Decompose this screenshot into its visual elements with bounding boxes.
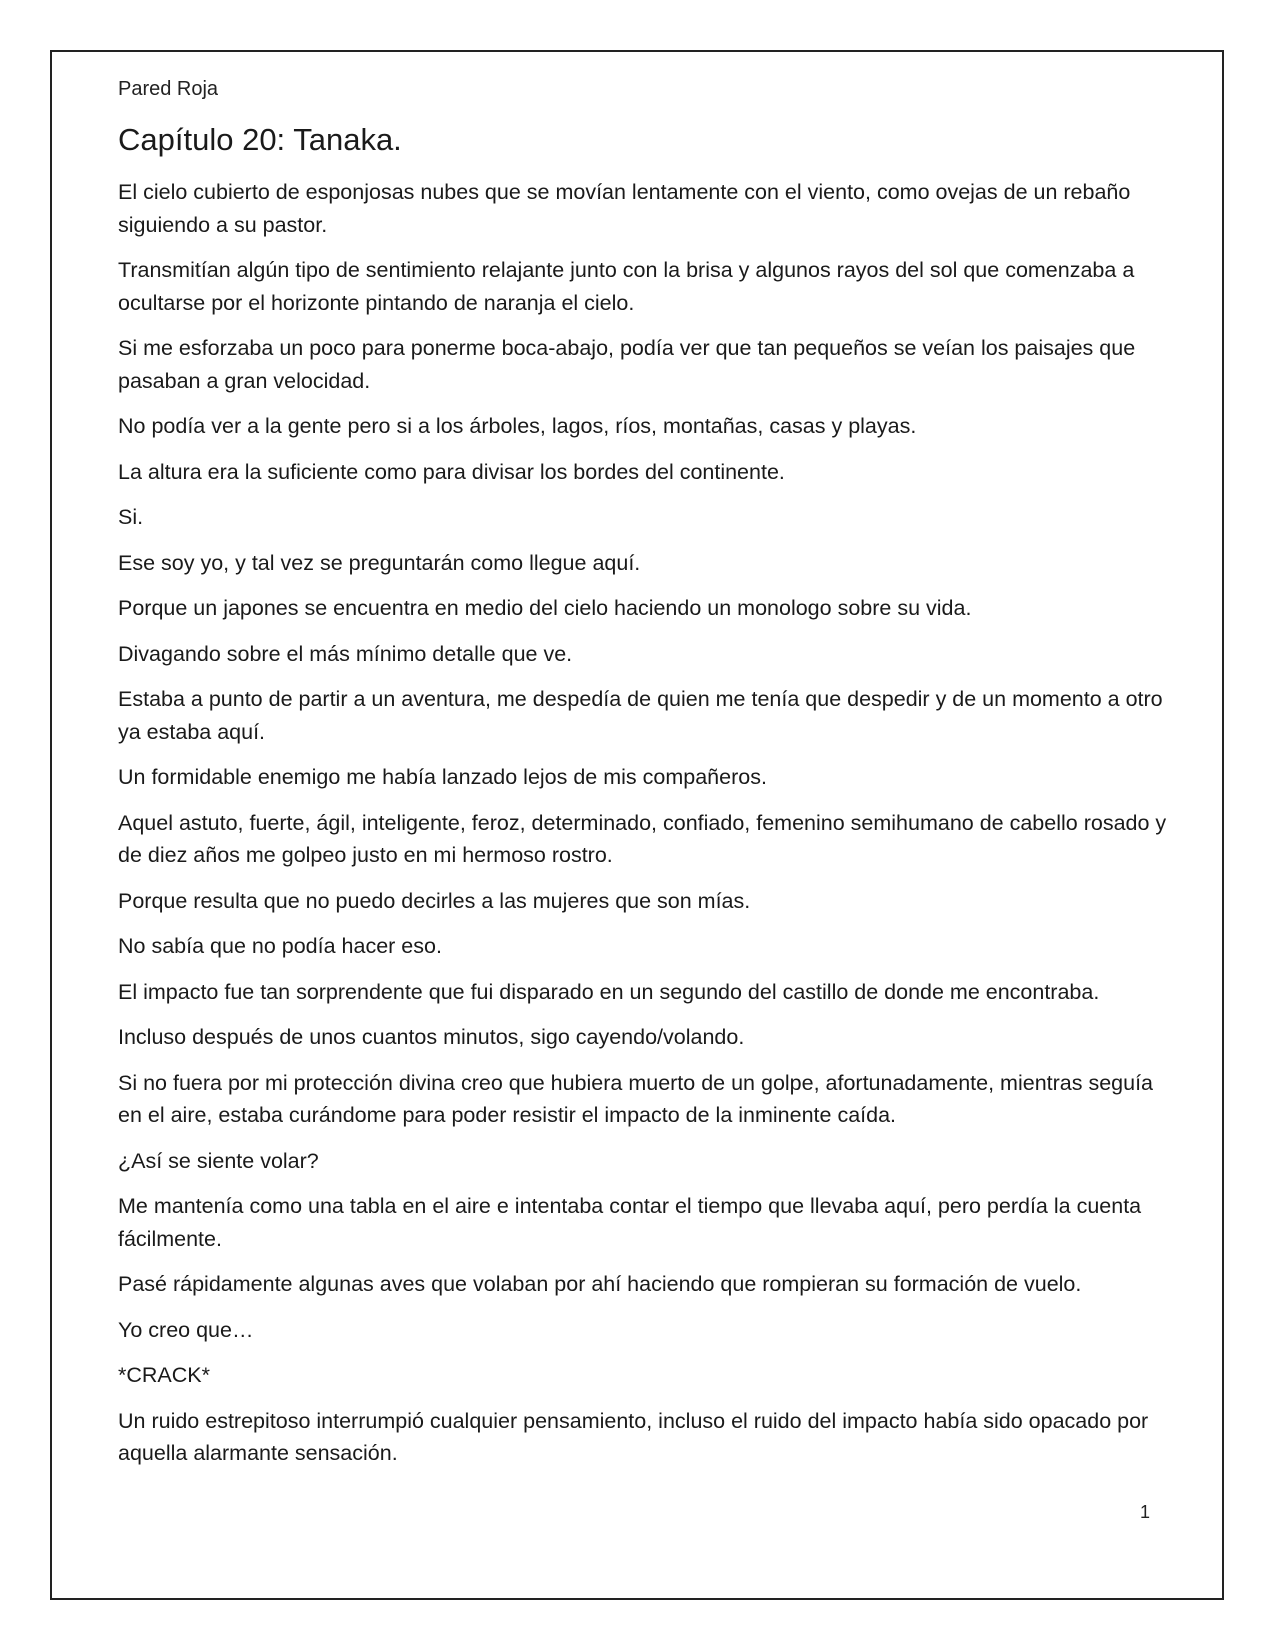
paragraph: Me mantenía como una tabla en el aire e intentaba contar el tiempo que llevaba aquí, pero perdía la cuenta fácilmente. bbox=[118, 1194, 1142, 1251]
paragraph: Yo creo que… bbox=[118, 1317, 254, 1342]
paragraph: No podía ver a la gente pero si a los árboles, lagos, ríos, montañas, casas y playas. bbox=[118, 414, 917, 438]
chapter-title: Capítulo 20: Tanaka. bbox=[118, 122, 402, 157]
paragraph: Divagando sobre el más mínimo detalle que ve. bbox=[118, 641, 573, 666]
paragraph: Incluso después de unos cuantos minutos, sigo cayendo/volando. bbox=[118, 1025, 745, 1049]
paragraph: Porque un japones se encuentra en medio del cielo haciendo un monologo sobre su vida. bbox=[118, 596, 972, 620]
paragraph: La altura era la suficiente como para divisar los bordes del continente. bbox=[118, 459, 785, 484]
paragraph: ¿Así se siente volar? bbox=[118, 1148, 319, 1173]
paragraph: Si me esforzaba un poco para ponerme boca-abajo, podía ver que tan pequeños se veían los paisajes que pasaban a gran velocidad. bbox=[118, 336, 1136, 393]
chapter-body bbox=[118, 176, 1168, 1483]
paragraph: Pasé rápidamente algunas aves que volaban por ahí haciendo que rompieran su formación de vuelo. bbox=[118, 1272, 1082, 1296]
paragraph: Ese soy yo, y tal vez se preguntarán como llegue aquí. bbox=[118, 550, 641, 575]
paragraph: Si no fuera por mi protección divina creo que hubiera muerto de un golpe, afortunadamente, mientras seguía en el aire, estaba curándome para poder resistir el impacto de la inminente caída. bbox=[118, 1070, 1154, 1127]
paragraph: El cielo cubierto de esponjosas nubes que se movían lentamente con el viento, como ovejas de un rebaño siguiendo a su pastor. bbox=[118, 180, 1131, 237]
paragraph: No sabía que no podía hacer eso. bbox=[118, 934, 442, 958]
page-number: 1 bbox=[1140, 1502, 1151, 1522]
paragraph: Estaba a punto de partir a un aventura, me despedía de quien me tenía que despedir y de un momento a otro ya estaba aquí. bbox=[118, 687, 1163, 744]
paragraph: *CRACK* bbox=[118, 1363, 210, 1387]
running-header: Pared Roja bbox=[118, 78, 219, 100]
paragraph: Aquel astuto, fuerte, ágil, inteligente, feroz, determinado, confiado, femenino semihumano de cabello rosado y de diez años me golpeo justo en mi hermoso rostro. bbox=[118, 810, 1167, 867]
paragraph: Porque resulta que no puedo decirles a las mujeres que son mías. bbox=[118, 888, 751, 913]
paragraph: Transmitían algún tipo de sentimiento relajante junto con la brisa y algunos rayos del sol que comenzaba a ocultarse por el horizonte pintando de naranja el cielo. bbox=[118, 258, 1135, 315]
paragraph: Si. bbox=[118, 505, 144, 529]
paragraph: El impacto fue tan sorprendente que fui disparado en un segundo del castillo de donde me encontraba. bbox=[118, 979, 1100, 1004]
paragraph: Un formidable enemigo me había lanzado lejos de mis compañeros. bbox=[118, 765, 767, 789]
paragraph: Un ruido estrepitoso interrumpió cualquier pensamiento, incluso el ruido del impacto había sido opacado por aquella alarmante sensación. bbox=[118, 1408, 1149, 1465]
